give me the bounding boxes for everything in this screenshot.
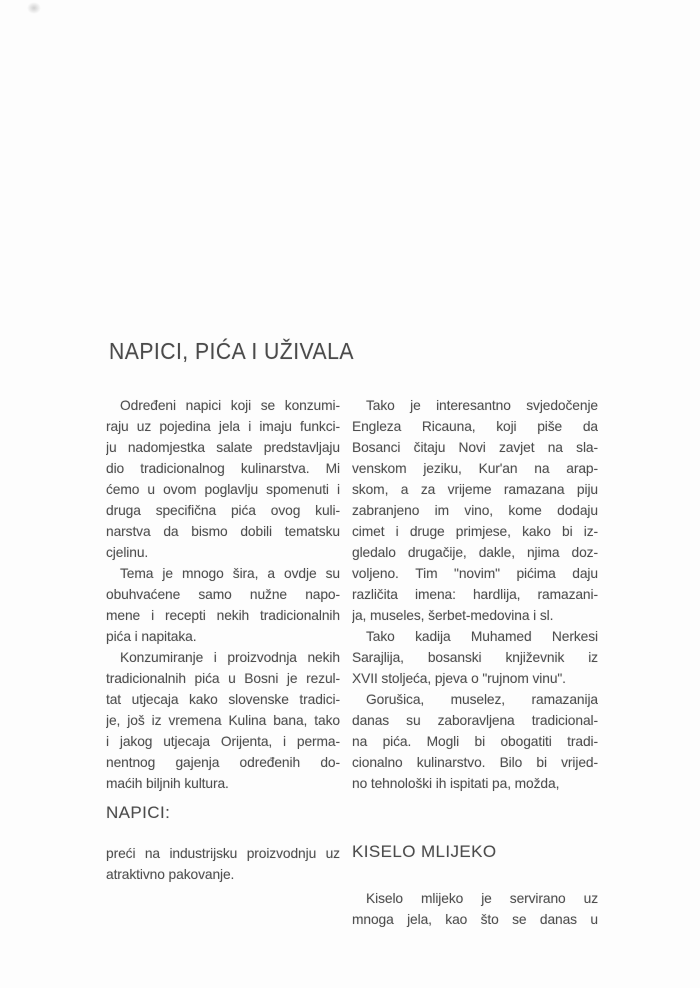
- text-line: ćemo u ovom poglavlju spomenuti i: [106, 482, 340, 497]
- paragraph: [106, 843, 340, 885]
- text-line: je, još iz vremena Kulina bana, tako: [106, 713, 340, 728]
- page-title: NAPICI, PIĆA I UŽIVALA: [109, 338, 354, 364]
- right-column: [352, 395, 598, 930]
- text-line: ja, museles, šerbet-medovina i sl.: [352, 608, 554, 623]
- text-line: Kiselo mlijeko je servirano uz: [366, 891, 598, 906]
- text-line: narstva da bismo dobili tematsku: [106, 524, 340, 539]
- paragraph: [106, 395, 340, 563]
- text-line: atraktivno pakovanje.: [106, 867, 235, 882]
- text-line: tradicionalnih pića u Bosni je rezul-: [106, 671, 340, 686]
- section-heading: NAPICI:: [106, 803, 171, 822]
- text-line: cimet i druge primjese, kako bi iz-: [352, 524, 598, 539]
- text-line: venskom jeziku, Kur'an na arap-: [352, 461, 598, 476]
- text-line: Određeni napici koji se konzumi-: [120, 398, 340, 413]
- text-line: i jakog utjecaja Orijenta, i perma-: [106, 734, 340, 749]
- text-line: Sarajlija, bosanski književnik iz: [352, 650, 598, 665]
- text-line: danas su zaboravljena tradicional-: [352, 713, 598, 728]
- paragraph: [352, 626, 598, 689]
- text-line: Gorušica, muselez, ramazanija: [366, 692, 598, 707]
- text-line: zabranjeno im vino, kome dodaju: [352, 503, 598, 518]
- paragraph: [352, 395, 598, 626]
- text-line: maćih biljnih kultura.: [106, 776, 229, 791]
- text-line: na pića. Mogli bi obogatiti tradi-: [352, 734, 598, 749]
- text-line: različita imena: hardlija, ramazani-: [352, 587, 598, 602]
- text-line: raju uz pojedina jela i imaju funkci-: [106, 419, 340, 434]
- text-line: gledalo drugačije, dakle, njima doz-: [352, 545, 598, 560]
- text-line: Bosanci čitaju Novi zavjet na sla-: [352, 440, 598, 455]
- paragraph: [106, 647, 340, 794]
- text-line: Engleza Ricauna, koji piše da: [352, 419, 598, 434]
- left-column: [106, 395, 340, 930]
- text-line: voljeno. Tim "novim" pićima daju: [352, 566, 598, 581]
- paragraph: [352, 689, 598, 794]
- paragraph: [106, 563, 340, 647]
- text-line: mnoga jela, kao što se danas u: [352, 912, 598, 927]
- text-line: druga specifična pića ovog kuli-: [106, 503, 340, 518]
- text-line: skom, a za vrijeme ramazana piju: [352, 482, 598, 497]
- text-line: ju nadomjestka salate predstavljaju: [106, 440, 340, 455]
- text-line: Tema je mnogo šira, a ovdje su: [120, 566, 340, 581]
- text-line: dio tradicionalnog kulinarstva. Mi: [106, 461, 340, 476]
- scan-artifact-speck: [27, 2, 41, 14]
- section-heading: KISELO MLIJEKO: [352, 842, 497, 861]
- paragraph: [352, 888, 598, 930]
- text-line: cionalno kulinarstvo. Bilo bi vrijed-: [352, 755, 598, 770]
- text-line: preći na industrijsku proizvodnju uz: [106, 846, 340, 861]
- text-line: nentnog gajenja određenih do-: [106, 755, 340, 770]
- text-line: mene i recepti nekih tradicionalnih: [106, 608, 340, 623]
- two-column-text-area: [106, 395, 598, 930]
- text-line: obuhvaćene samo nužne napo-: [106, 587, 340, 602]
- text-line: Tako je interesantno svjedočenje: [366, 398, 598, 413]
- text-line: tat utjecaja kako slovenske tradici-: [106, 692, 340, 707]
- text-line: pića i napitaka.: [106, 629, 197, 644]
- text-line: no tehnološki ih ispitati pa, možda,: [352, 776, 560, 791]
- text-line: XVII stoljeća, pjeva o "rujnom vinu".: [352, 671, 566, 686]
- text-line: Tako kadija Muhamed Nerkesi: [366, 629, 598, 644]
- text-line: Konzumiranje i proizvodnja nekih: [120, 650, 340, 665]
- text-line: cjelinu.: [106, 545, 149, 560]
